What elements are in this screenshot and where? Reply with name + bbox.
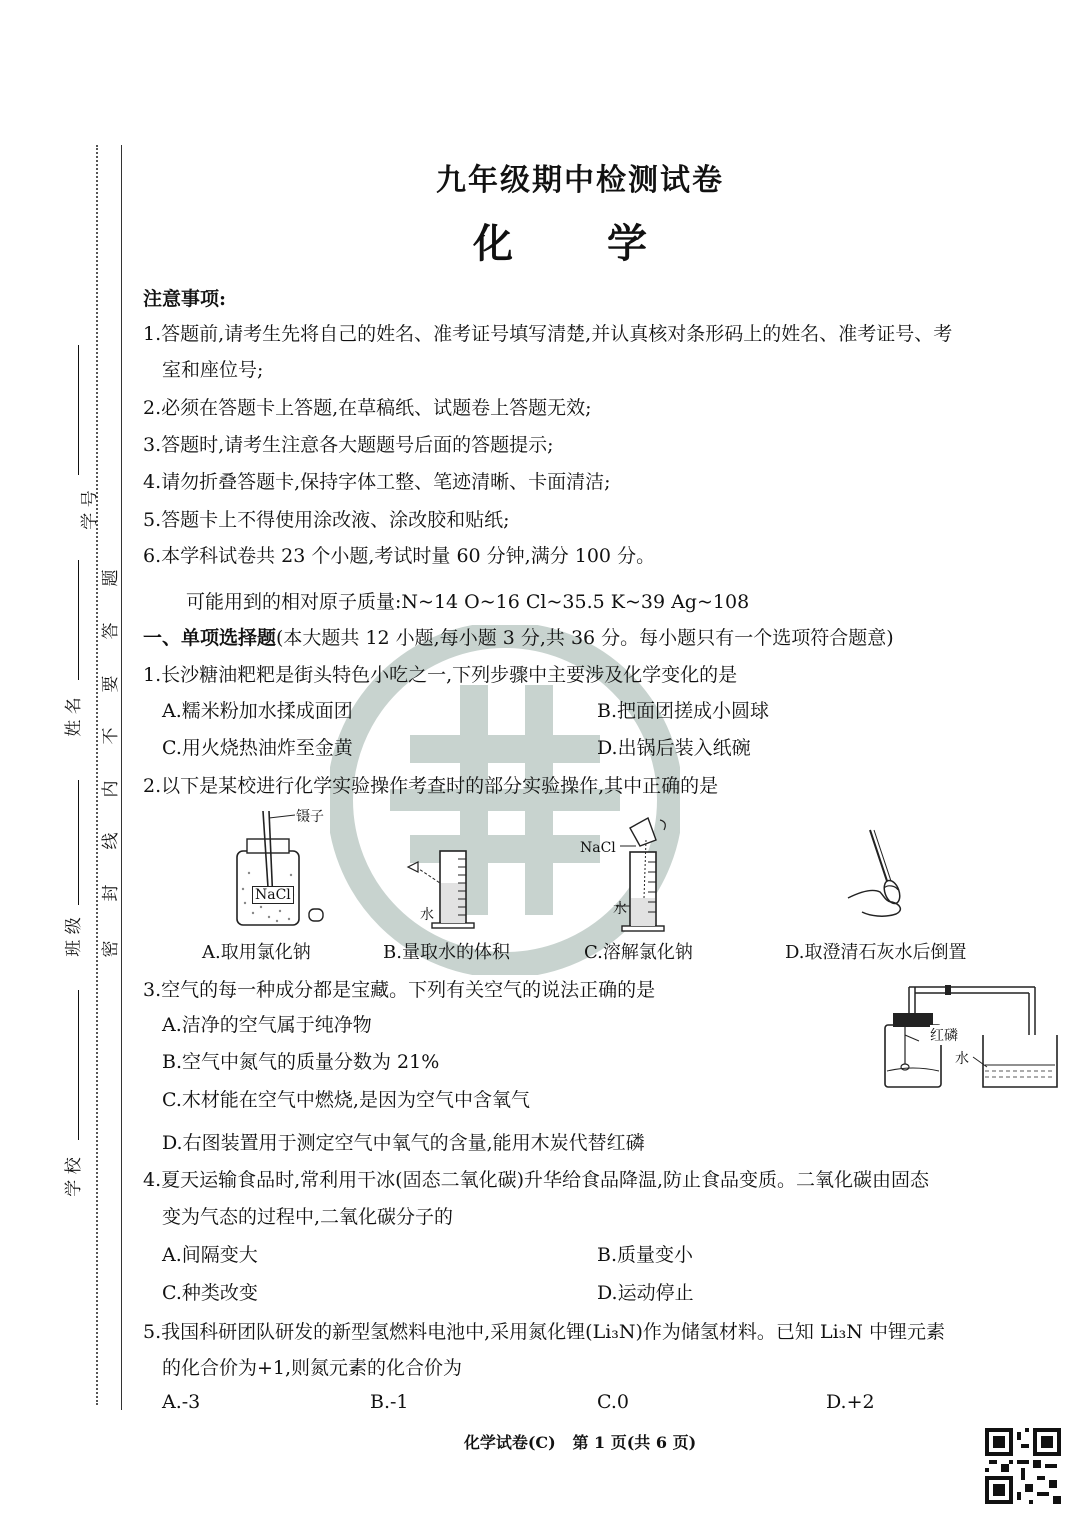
- q3-option-b: B.空气中氮气的质量分数为 21%: [162, 1051, 440, 1073]
- fig-label-water-b: 水: [420, 907, 434, 923]
- figure-oxygen-apparatus: [875, 985, 1065, 1095]
- q2-caption-b: B.量取水的体积: [383, 942, 510, 963]
- seal-char: 不: [101, 727, 121, 745]
- q2-stem: 2.以下是某校进行化学实验操作考查时的部分实验操作,其中正确的是: [143, 775, 719, 797]
- q2-caption-d: D.取澄清石灰水后倒置: [785, 942, 967, 963]
- q4-option-c: C.种类改变: [162, 1282, 258, 1304]
- notice-item: 5.答题卡上不得使用涂改液、涂改胶和贴纸;: [143, 509, 510, 531]
- q1-option-b: B.把面团搓成小圆球: [597, 700, 770, 722]
- section-heading: [143, 623, 894, 650]
- section-title: 一、单项选择题: [143, 627, 277, 649]
- figure-d-dropper: [840, 826, 920, 926]
- q4-option-b: B.质量变小: [597, 1244, 694, 1266]
- fig-label-tweezers: 镊子: [296, 809, 324, 825]
- fig-label-water-q3: 水: [955, 1051, 969, 1067]
- figure-b-measuring-cylinder: [400, 845, 500, 930]
- notice-item: 1.答题前,请考生先将自己的姓名、准考证号填写清楚,并认真核对条形码上的姓名、准考证号、考: [143, 323, 953, 345]
- class-field[interactable]: [78, 780, 79, 905]
- school-field[interactable]: [78, 990, 79, 1140]
- q3-option-c: C.木材能在空气中燃烧,是因为空气中含氧气: [162, 1089, 530, 1111]
- q3-option-d: D.右图装置用于测定空气中氧气的含量,能用木炭代替红磷: [162, 1132, 645, 1154]
- q5-stem-line1: 5.我国科研团队研发的新型氢燃料电池中,采用氮化锂(Li₃N)作为储氢材料。已知 Li₃N 中锂元素: [143, 1321, 945, 1343]
- seal-char: 线: [101, 832, 121, 850]
- exam-title: 九年级期中检测试卷: [436, 163, 724, 198]
- subject-title: 化 学: [473, 220, 687, 267]
- seal-char: 内: [101, 780, 121, 798]
- name-field[interactable]: [78, 560, 79, 680]
- seal-dashed-line: [96, 145, 98, 1405]
- q3-option-a: A.洁净的空气属于纯净物: [162, 1014, 372, 1036]
- notice-item: 4.请勿折叠答题卡,保持字体工整、笔迹清晰、卡面清洁;: [143, 471, 611, 493]
- seal-char: 密: [101, 940, 121, 958]
- notice-heading: 注意事项:: [143, 288, 227, 310]
- q4-option-d: D.运动停止: [597, 1282, 694, 1304]
- name-label: 姓 名: [64, 697, 84, 737]
- q5-option-b: B.-1: [370, 1391, 409, 1413]
- notice-item: 3.答题时,请考生注意各大题题号后面的答题提示;: [143, 434, 554, 456]
- seal-char: 封: [101, 884, 121, 902]
- notice-item: 2.必须在答题卡上答题,在草稿纸、试题卷上答题无效;: [143, 397, 592, 419]
- fig-label-nacl-c: NaCl: [580, 840, 616, 856]
- q5-stem-line2: 的化合价为+1,则氮元素的化合价为: [162, 1357, 463, 1379]
- seal-char: 题: [101, 569, 121, 587]
- fig-label-water-c: 水: [613, 901, 627, 917]
- q3-stem: 3.空气的每一种成分都是宝藏。下列有关空气的说法正确的是: [143, 979, 656, 1001]
- seal-char: 答: [101, 622, 121, 640]
- q1-stem: 1.长沙糖油粑粑是街头特色小吃之一,下列步骤中主要涉及化学变化的是: [143, 664, 738, 686]
- q5-option-a: A.-3: [162, 1391, 201, 1413]
- q5-option-c: C.0: [597, 1391, 629, 1413]
- fig-label-phosphorus: 红磷: [930, 1025, 958, 1045]
- q1-option-c: C.用火烧热油炸至金黄: [162, 737, 353, 759]
- seal-char: 要: [101, 675, 121, 693]
- q4-option-a: A.间隔变大: [162, 1244, 258, 1266]
- section-desc: (本大题共 12 小题,每小题 3 分,共 36 分。每小题只有一个选项符合题意): [276, 627, 894, 649]
- q4-stem-line1: 4.夏天运输食品时,常利用干冰(固态二氧化碳)升华给食品降温,防止食品变质。二氧化碳由固态: [143, 1169, 930, 1191]
- q1-option-a: A.糯米粉加水揉成面团: [162, 700, 353, 722]
- notice-item: 6.本学科试卷共 23 个小题,考试时量 60 分钟,满分 100 分。: [143, 545, 656, 567]
- class-label: 班 级: [64, 917, 84, 957]
- q2-caption-c: C.溶解氯化钠: [584, 942, 693, 963]
- q5-option-d: D.+2: [826, 1391, 875, 1413]
- atomic-mass: 可能用到的相对原子质量:N~14 O~16 Cl~35.5 K~39 Ag~108: [186, 591, 750, 613]
- school-label: 学 校: [64, 1157, 84, 1197]
- notice-item: 室和座位号;: [162, 359, 264, 381]
- page-footer: 化学试卷(C) 第 1 页(共 6 页): [463, 1433, 697, 1452]
- q2-caption-a: A.取用氯化钠: [202, 942, 311, 963]
- q4-stem-line2: 变为气态的过程中,二氧化碳分子的: [162, 1206, 454, 1228]
- student-id-label: 学 号: [80, 490, 100, 530]
- fig-label-nacl-bottle: NaCl: [252, 886, 294, 904]
- student-id-field[interactable]: [78, 345, 79, 475]
- qr-code[interactable]: [985, 1428, 1061, 1504]
- figure-c-dissolving: [590, 810, 700, 935]
- q1-option-d: D.出锅后装入纸碗: [597, 737, 751, 759]
